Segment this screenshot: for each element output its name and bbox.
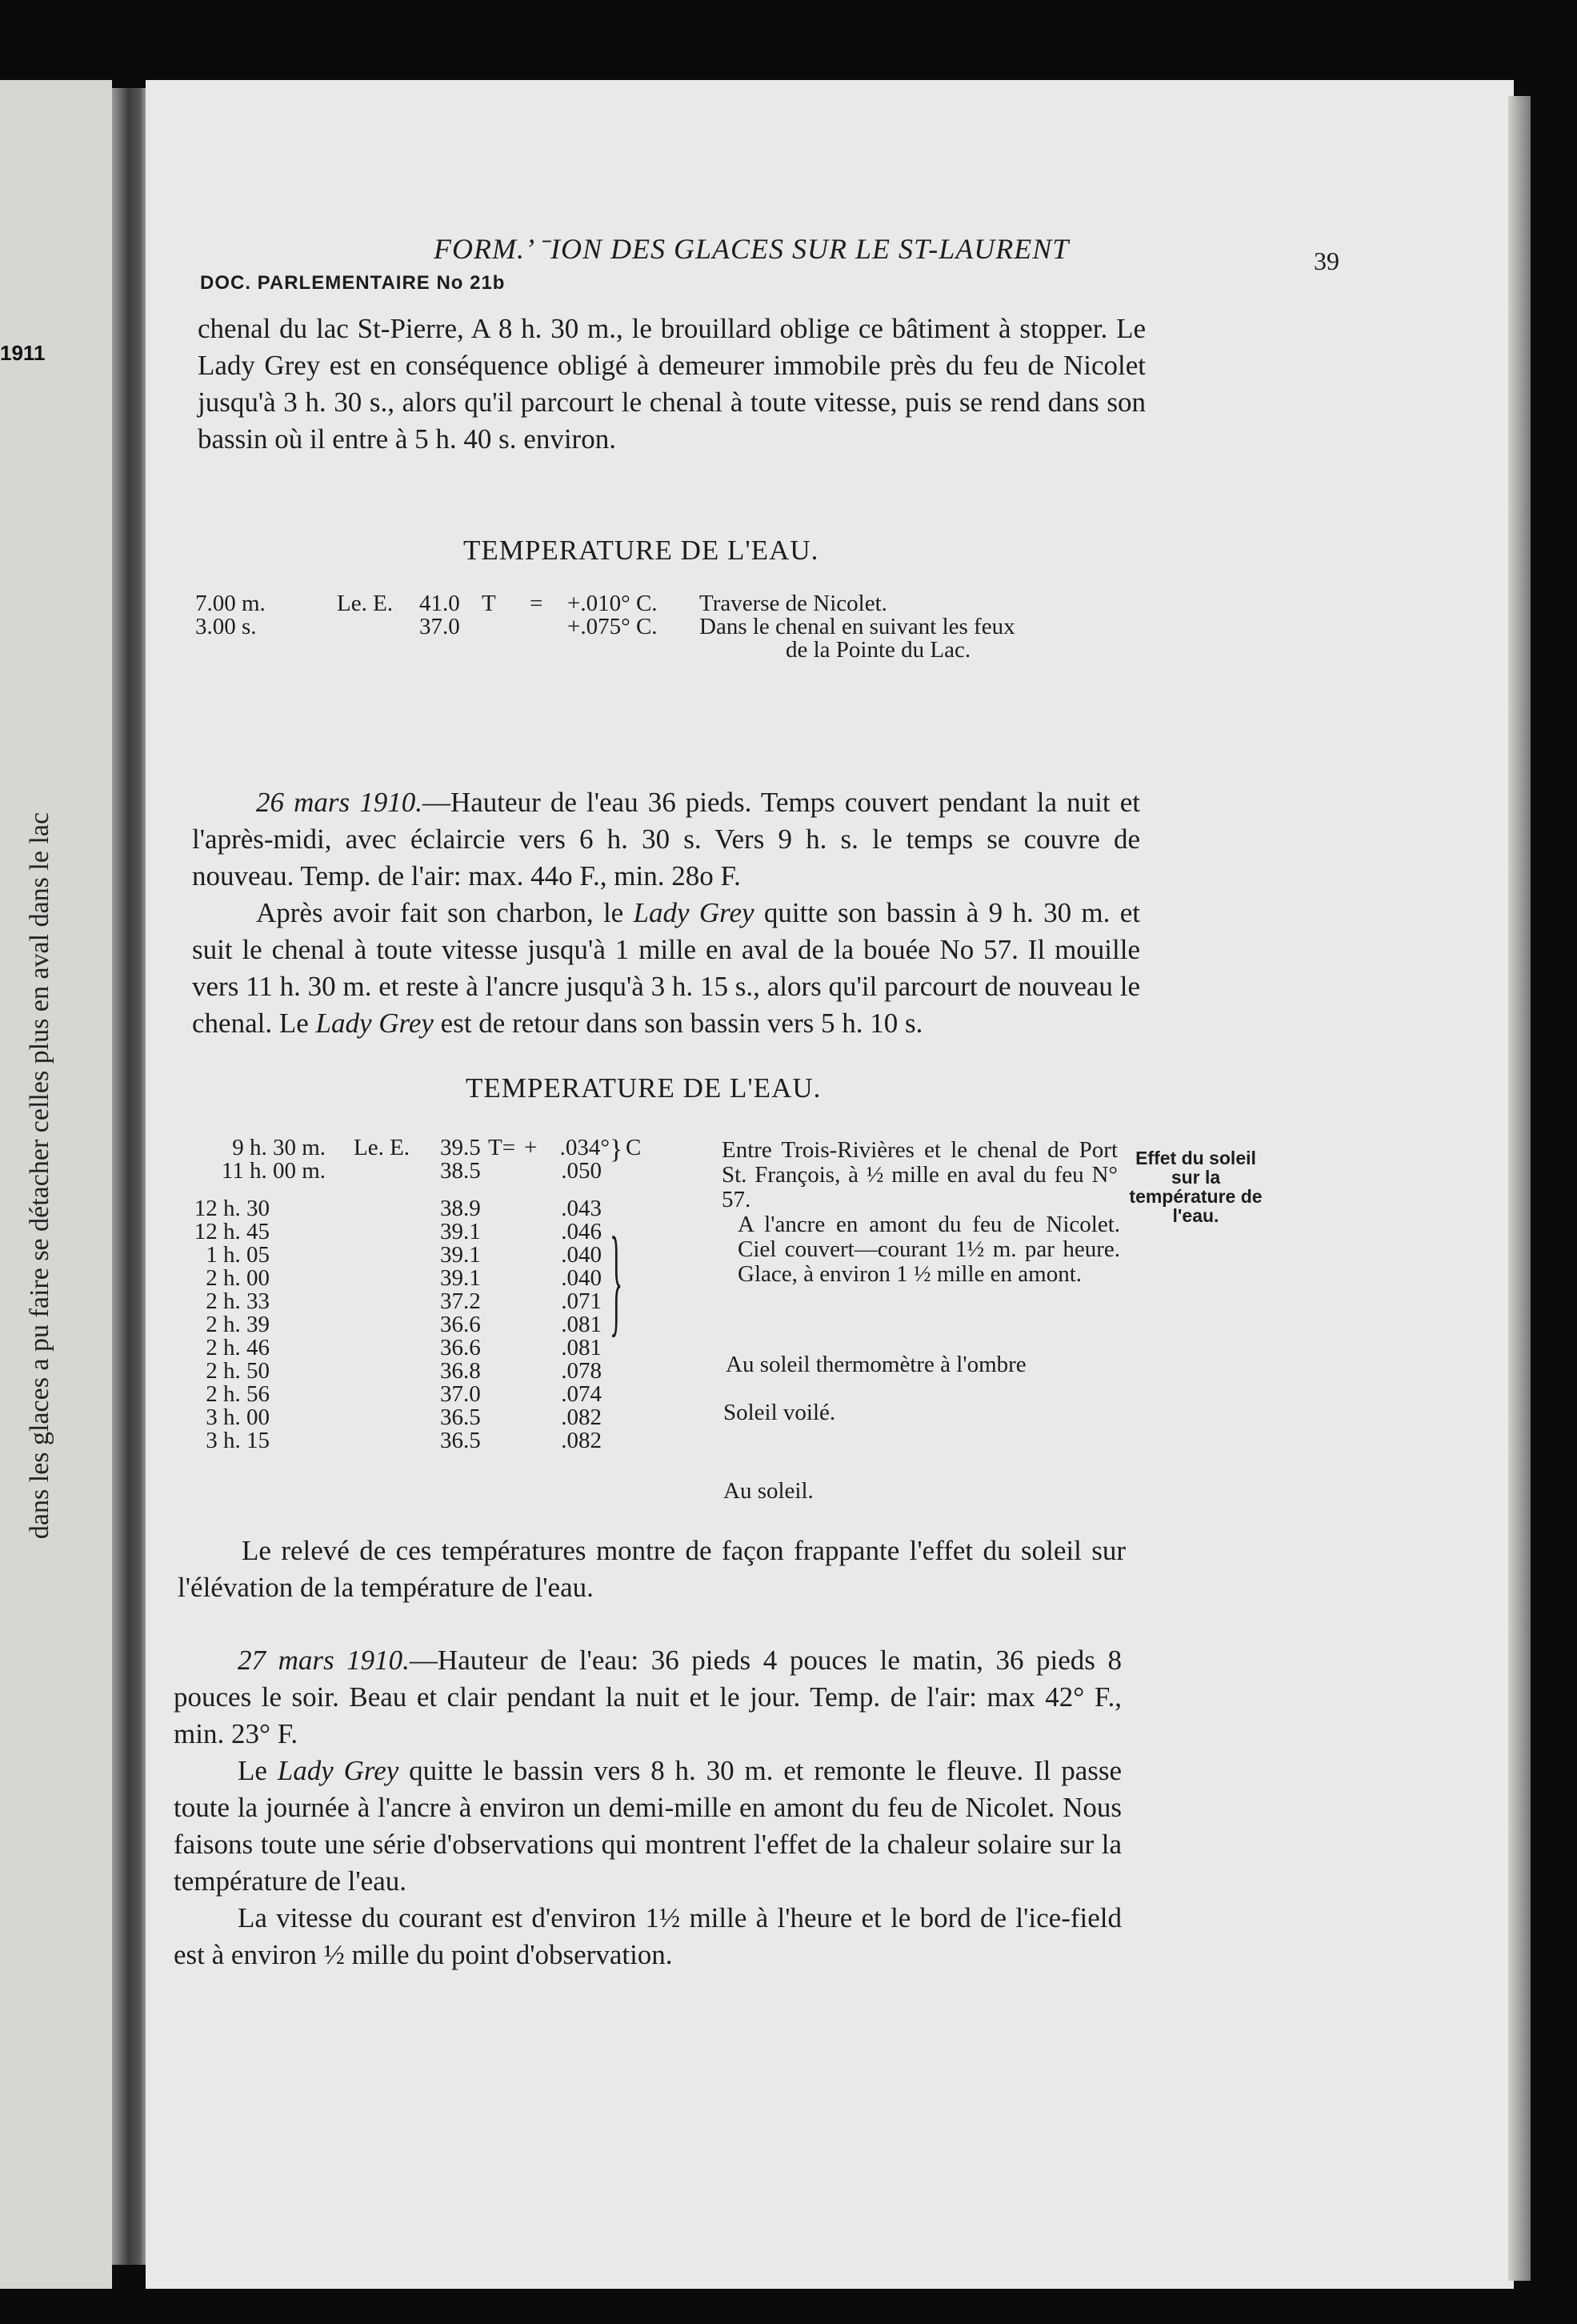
paragraph-26-mars <box>192 784 1140 1042</box>
table-row <box>190 1197 750 1220</box>
paragraph-charbon: Après avoir fait son charbon, le Lady Grey quitte son bassin à 9 h. 30 m. et suit le chenal à toute vitesse jusqu'à 1 mille en aval de la bouée No 57. Il mouille vers 11 h. 30 m. et reste à l'ancre jusqu'à 3 h. 15 s., alors qu'il parcourt de nouveau le chenal. Le Lady Grey est de retour dans son bassin vers 5 h. 10 s. <box>192 897 1140 1039</box>
temp-cell: 39.1 <box>440 1265 481 1291</box>
note-cell: Dans le chenal en suivant les feux <box>699 614 1015 639</box>
temperature-table-2 <box>190 1136 750 1452</box>
paragraph-27-mars-text: —Hauteur de l'eau: 36 pieds 4 pouces le matin, 36 pieds 8 pouces le soir. Beau et clair pendant la nuit et le jour. Temp. de l'air: max 42° F., min. 23° F. <box>174 1645 1122 1749</box>
paragraph-vitesse: La vitesse du courant est d'environ 1½ mille à l'heure et le bord de l'ice-field est à environ ½ mille du point d'observation. <box>174 1902 1122 1970</box>
ship-name: Lady Grey <box>277 1755 399 1786</box>
time-cell: 2 h. 39 <box>206 1312 270 1337</box>
temp-cell: 36.8 <box>440 1358 481 1384</box>
t-label: T= <box>488 1135 516 1160</box>
diff-cell: .074 <box>561 1381 602 1407</box>
time-cell: 12 h. 30 <box>194 1196 270 1221</box>
temp-cell: 36.5 <box>440 1404 481 1430</box>
time-cell: 3.00 s. <box>195 614 257 639</box>
t-label: T <box>482 591 496 616</box>
date-26-mars: 26 mars 1910. <box>256 787 422 818</box>
table-row <box>195 615 1155 639</box>
side-note: Effet du soleil sur la température de l'eau. <box>1129 1148 1263 1226</box>
table-row <box>190 1313 750 1336</box>
diff-cell: .078 <box>561 1358 602 1384</box>
table-row <box>190 1336 750 1360</box>
temp-cell: 36.5 <box>440 1428 481 1453</box>
diff-cell: .050 <box>561 1158 602 1184</box>
station-cell: Le. E. <box>337 591 394 616</box>
time-cell: 12 h. 45 <box>194 1219 270 1244</box>
temp-cell: 39.1 <box>440 1219 481 1244</box>
note-continuation: de la Pointe du Lac. <box>786 637 971 663</box>
left-page-fragment <box>0 80 112 2289</box>
note-soleil-voile: Soleil voilé. <box>723 1400 836 1425</box>
page-right-edge <box>1508 96 1531 2281</box>
diff-cell: .082 <box>561 1428 602 1453</box>
section-title-1: TEMPERATURE DE L'EAU. <box>463 535 819 566</box>
note-au-soleil: Au soleil. <box>723 1478 814 1504</box>
diff-cell: .040 <box>561 1242 602 1268</box>
unit-cell: C <box>626 1135 642 1160</box>
time-cell: 3 h. 15 <box>206 1428 270 1453</box>
diff-cell: .081 <box>561 1312 602 1337</box>
note-thermometre-ombre: Au soleil thermomètre à l'ombre <box>726 1352 1027 1377</box>
diff-cell: .046 <box>561 1219 602 1244</box>
book-gutter <box>112 88 149 2265</box>
page-number: 39 <box>1314 246 1339 275</box>
table-row <box>190 1135 750 1164</box>
time-cell: 2 h. 00 <box>206 1265 270 1291</box>
temp-cell: 38.9 <box>440 1196 481 1221</box>
doc-reference: DOC. PARLEMENTAIRE No 21b <box>200 272 506 294</box>
note-cell: Traverse de Nicolet. <box>699 591 887 616</box>
temp-cell: 37.0 <box>419 614 460 639</box>
paragraph-1 <box>198 311 1146 458</box>
temp-cell: 37.2 <box>440 1288 481 1314</box>
time-cell: 2 h. 46 <box>206 1335 270 1360</box>
diff-cell: +.075° C. <box>567 614 658 639</box>
table-row <box>190 1290 750 1313</box>
table-row <box>190 1383 750 1406</box>
diff-cell: .040 <box>561 1265 602 1291</box>
time-cell: 2 h. 50 <box>206 1358 270 1384</box>
table-row <box>190 1244 750 1267</box>
temp-cell: 39.1 <box>440 1242 481 1268</box>
equals-sign: = <box>530 591 543 616</box>
table-row <box>190 1406 750 1429</box>
paragraph-1-text: chenal du lac St-Pierre, A 8 h. 30 m., le brouillard oblige ce bâtiment à stopper. Le Lady Grey est en conséquence obligé à demeurer immobile près du feu de Nicolet jusqu'à 3 h. 30 s., alors qu'il parcourt le chenal à toute vitesse, puis se rend dans son bassin où il entre à 5 h. 40 s. environ. <box>198 313 1146 455</box>
table-row <box>190 1360 750 1383</box>
brace-decoration: } <box>610 1216 623 1350</box>
table-row-continuation <box>195 639 1155 662</box>
diff-cell: .082 <box>561 1404 602 1430</box>
table-row <box>190 1220 750 1244</box>
ship-name: Lady Grey <box>315 1008 434 1039</box>
time-cell: 9 h. 30 m. <box>232 1135 326 1160</box>
temperature-table-1 <box>195 592 1155 662</box>
time-cell: 7.00 m. <box>195 591 266 616</box>
table-row <box>190 1429 750 1452</box>
temp-cell: 37.0 <box>440 1381 481 1407</box>
paragraph-releve <box>178 1533 1126 1606</box>
time-cell: 2 h. 33 <box>206 1288 270 1314</box>
plus-sign: + <box>524 1135 538 1160</box>
paragraph-bassin: Le Lady Grey quitte le bassin vers 8 h. 30 m. et remonte le fleuve. Il passe toute la journée à l'ancre à environ un demi-mille en amont du feu de Nicolet. Nous faisons toute une série d'observations qui montrent l'effet de la chaleur solaire sur la température de l'eau. <box>174 1755 1123 1897</box>
paragraph-26-mars-text: —Hauteur de l'eau 36 pieds. Temps couvert pendant la nuit et l'après-midi, avec éclaircie vers 6 h. 30 s. Vers 9 h. s. le temps se couvre de nouveau. Temp. de l'air: max. 44o F., min. 28o F. <box>192 787 1140 892</box>
paragraph-releve-text: Le relevé de ces températures montre de façon frappante l'effet du soleil sur l'élévation de la température de l'eau. <box>178 1535 1126 1603</box>
temp-cell: 39.5 <box>440 1135 481 1160</box>
date-27-mars: 27 mars 1910. <box>238 1645 410 1676</box>
time-cell: 11 h. 00 m. <box>221 1158 326 1184</box>
diff-cell: .081 <box>561 1335 602 1360</box>
left-page-margin-text: dans les glaces a pu faire se détacher celles plus en aval dans le lac <box>25 811 54 1540</box>
brace-decoration: } <box>610 1135 623 1164</box>
note-trois-rivieres: Entre Trois-Rivières et le chenal de Port St. François, à ½ mille en aval du feu N° 57. <box>722 1137 1118 1212</box>
time-cell: 1 h. 05 <box>206 1242 270 1268</box>
table-row <box>190 1267 750 1290</box>
running-head: FORM.’ ˉION DES GLACES SUR LE ST-LAURENT <box>434 233 1070 265</box>
diff-cell: .043 <box>561 1196 602 1221</box>
temp-cell: 36.6 <box>440 1312 481 1337</box>
left-page-year: 1911 <box>0 341 46 365</box>
temp-cell: 38.5 <box>440 1158 481 1184</box>
diff-cell: .071 <box>561 1288 602 1314</box>
station-cell: Le. E. <box>354 1135 410 1160</box>
diff-cell: +.010° C. <box>567 591 658 616</box>
section-title-2: TEMPERATURE DE L'EAU. <box>466 1072 822 1104</box>
page <box>146 80 1514 2289</box>
table-row <box>190 1160 750 1183</box>
diff-cell: .034° <box>559 1135 610 1160</box>
temp-cell: 41.0 <box>419 591 460 616</box>
temp-cell: 36.6 <box>440 1335 481 1360</box>
table-row <box>195 592 1155 615</box>
ship-name: Lady Grey <box>633 897 754 928</box>
time-cell: 3 h. 00 <box>206 1404 270 1430</box>
paragraph-27-mars <box>174 1642 1122 1973</box>
time-cell: 2 h. 56 <box>206 1381 270 1407</box>
note-ancre-nicolet: A l'ancre en amont du feu de Nicolet. Ciel couvert—courant 1½ m. par heure. Glace, à environ 1 ½ mille en amont. <box>738 1212 1120 1287</box>
